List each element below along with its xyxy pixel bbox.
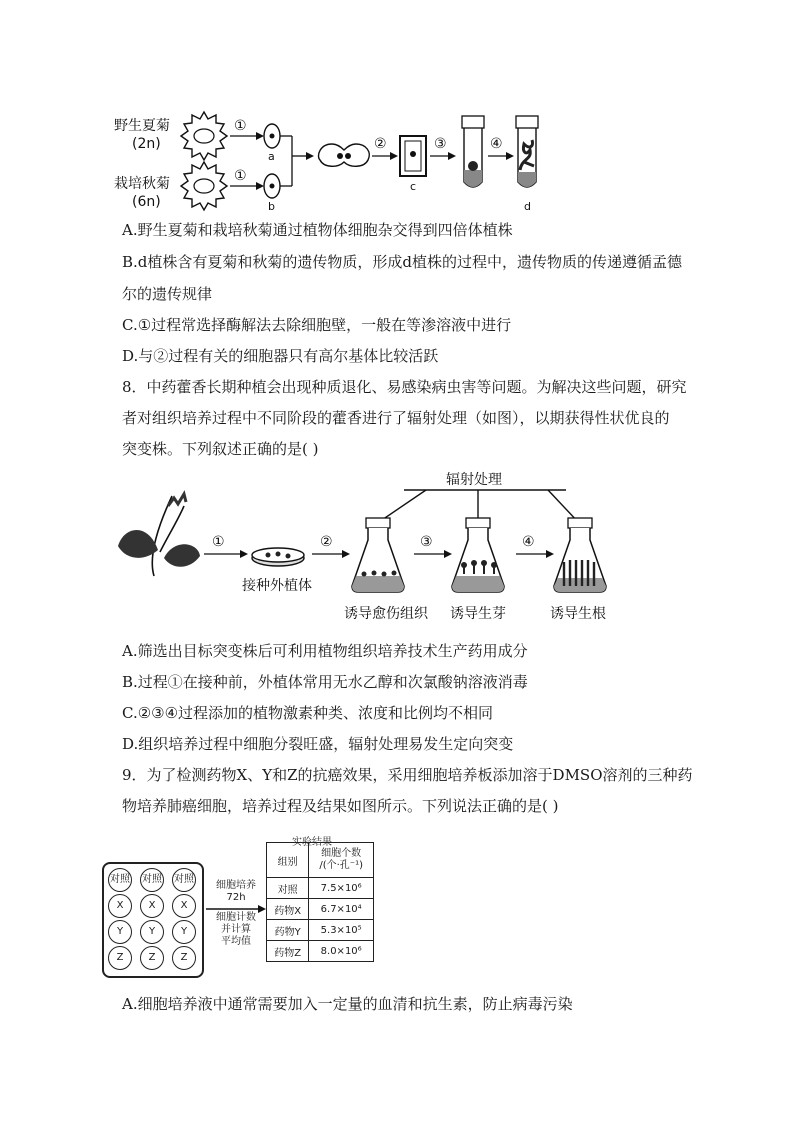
flask-root <box>554 518 606 592</box>
group-cell: 药物Y <box>267 920 309 941</box>
arrow-top-text <box>208 880 264 904</box>
step4-label: ④ <box>522 534 535 550</box>
callus-label: 诱导愈伤组织 <box>344 606 428 622</box>
plant-icon <box>118 494 200 576</box>
label-d: d <box>524 200 531 213</box>
cultivated-ploidy: (6n) <box>132 194 161 210</box>
value-cell: 6.7×10⁴ <box>309 899 374 920</box>
header-group: 组别 <box>267 843 309 878</box>
well-x: X <box>140 894 164 918</box>
well-z: Z <box>140 946 164 970</box>
count-label: 细胞计数 <box>216 912 256 923</box>
label-c: c <box>410 180 417 193</box>
flask-bud <box>452 518 504 592</box>
group-cell: 对照 <box>267 878 309 899</box>
avg-label: 平均值 <box>221 936 251 947</box>
table-row <box>267 899 374 920</box>
q7-option-b-cont: 尔的遗传规律 <box>122 285 213 303</box>
well-control: 对照 <box>140 868 164 892</box>
step2-label: ② <box>320 534 333 550</box>
time-label: 72h <box>226 892 246 903</box>
well-x: X <box>172 894 196 918</box>
step1a-label: ① <box>234 118 247 134</box>
table-row <box>267 878 374 899</box>
cultivated-label: 栽培秋菊 <box>114 176 170 192</box>
header-count <box>309 843 374 878</box>
table-row <box>267 920 374 941</box>
group-cell: 药物Z <box>267 941 309 962</box>
step2-label: ② <box>374 136 387 152</box>
well-control: 对照 <box>108 868 132 892</box>
q8-stem-1: 8．中药藿香长期种植会出现种质退化、易感染病虫害等问题。为解决这些问题，研究 <box>122 378 687 396</box>
value-cell: 8.0×10⁶ <box>309 941 374 962</box>
well-z: Z <box>108 946 132 970</box>
label-b: b <box>268 200 275 213</box>
q9-stem-1: 9．为了检测药物X、Y和Z的抗癌效果，采用细胞培养板添加溶于DMSO溶剂的三种药 <box>122 766 693 784</box>
step4-label: ④ <box>490 136 503 152</box>
result-table <box>266 842 374 962</box>
q9-option-a: A.细胞培养液中通常需要加入一定量的血清和抗生素，防止病毒污染 <box>122 995 573 1013</box>
result-title: 实验结果 <box>292 837 332 848</box>
q7-option-a: A.野生夏菊和栽培秋菊通过植物体细胞杂交得到四倍体植株 <box>122 221 513 239</box>
well-y: Y <box>172 920 196 944</box>
group-cell: 药物X <box>267 899 309 920</box>
arrow-bottom-text <box>208 912 264 948</box>
well-x: X <box>108 894 132 918</box>
wild-label: 野生夏菊 <box>114 118 170 134</box>
header-count-label: 细胞个数 <box>321 848 362 859</box>
step1-label: ① <box>212 534 225 550</box>
tissue-culture-diagram <box>108 466 628 632</box>
step3-label: ③ <box>420 534 433 550</box>
q7-option-b: B.d植株含有夏菊和秋菊的遗传物质，形成d植株的过程中，遗传物质的传递遵循孟德 <box>122 253 682 271</box>
q9-stem-2: 物培养肺癌细胞，培养过程及结果如图所示。下列说法正确的是( ) <box>122 797 559 815</box>
flask-callus <box>352 518 404 592</box>
step3-label: ③ <box>434 136 447 152</box>
well-y: Y <box>140 920 164 944</box>
value-cell: 5.3×10⁵ <box>309 920 374 941</box>
radiation-label: 辐射处理 <box>446 472 502 488</box>
explant-label: 接种外植体 <box>242 578 312 594</box>
petri-dish-icon <box>252 548 304 566</box>
value-cell: 7.5×10⁶ <box>309 878 374 899</box>
table-header-row <box>267 843 374 878</box>
q8-option-a: A.筛选出目标突变株后可利用植物组织培养技术生产药用成分 <box>122 642 528 660</box>
well-y: Y <box>108 920 132 944</box>
table-row <box>267 941 374 962</box>
q8-stem-2: 者对组织培养过程中不同阶段的藿香进行了辐射处理（如图），以期获得性状优良的 <box>122 409 670 427</box>
fused-cell <box>319 144 370 166</box>
well-z: Z <box>172 946 196 970</box>
q8-stem-3: 突变株。下列叙述正确的是( ) <box>122 440 319 458</box>
header-count-unit: /(个·孔⁻¹) <box>319 860 363 871</box>
well-control: 对照 <box>172 868 196 892</box>
label-a: a <box>268 150 275 163</box>
q8-option-b: B.过程①在接种前，外植体常用无水乙醇和次氯酸钠溶液消毒 <box>122 673 528 691</box>
root-label: 诱导生根 <box>550 606 606 622</box>
step1b-label: ① <box>234 168 247 184</box>
bud-label: 诱导生芽 <box>450 606 506 622</box>
q8-option-d: D.组织培养过程中细胞分裂旺盛，辐射处理易发生定向突变 <box>122 735 514 753</box>
wild-ploidy: (2n) <box>132 136 161 152</box>
culture-label: 细胞培养 <box>216 880 256 891</box>
hybridization-diagram <box>110 110 550 220</box>
culture-tube-callus <box>462 116 484 187</box>
q8-option-c: C.②③④过程添加的植物激素种类、浓度和比例均不相同 <box>122 704 494 722</box>
calc-label: 并计算 <box>221 924 251 935</box>
culture-tube-plant-d <box>516 116 538 187</box>
q7-option-d: D.与②过程有关的细胞器只有高尔基体比较活跃 <box>122 347 439 365</box>
wild-cell-icon <box>181 112 227 160</box>
q7-option-c: C.①过程常选择酶解法去除细胞壁，一般在等渗溶液中进行 <box>122 316 512 334</box>
cultivated-cell-icon <box>181 162 227 210</box>
